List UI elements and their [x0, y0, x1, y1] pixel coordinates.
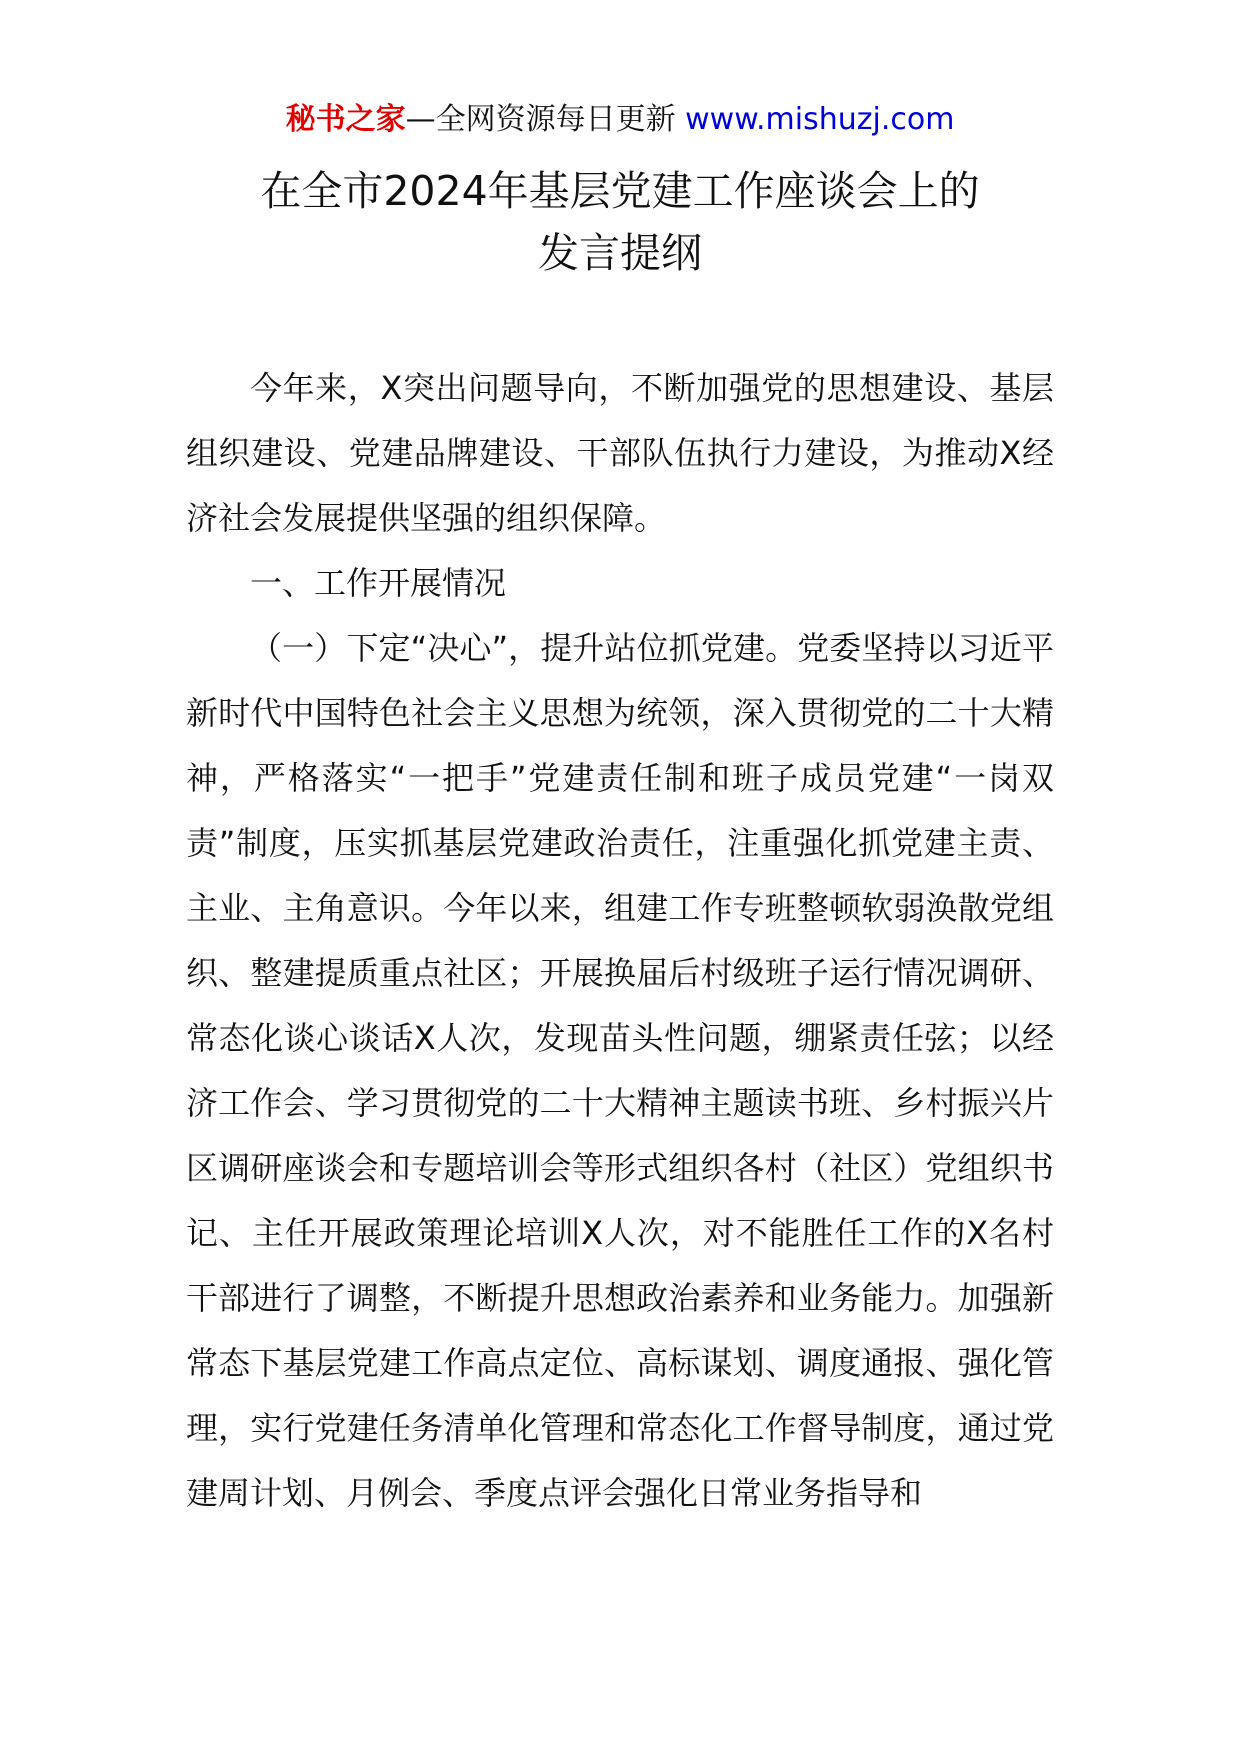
document-title — [0, 160, 1240, 284]
document-body — [186, 356, 1054, 1526]
site-banner — [0, 100, 1240, 140]
intro-paragraph: 今年来，X突出问题导向，不断加强党的思想建设、基层组织建设、党建品牌建设、干部队伍执行力建设，为推动X经济社会发展提供坚强的组织保障。 — [186, 369, 1054, 537]
body-paragraph: （一）下定“决心”，提升站位抓党建。党委坚持以习近平新时代中国特色社会主义思想为统领，深入贯彻党的二十大精神，严格落实“一把手”党建责任制和班子成员党建“一岗双责”制度，压实抓基层党建政治责任，注重强化抓党建主责、主业、主角意识。今年以来，组建工作专班整顿软弱涣散党组织、整建提质重点社区；开展换届后村级班子运行情况调研、常态化谈心谈话X人次，发现苗头性问题，绷紧责任弦；以经济工作会、学习贯彻党的二十大精神主题读书班、乡村振兴片区调研座谈会和专题培训会等形式组织各村（社区）党组织书记、主任开展政策理论培训X人次，对不能胜任工作的X名村干部进行了调整，不断提升思想政治素养和业务能力。加强新常态下基层党建工作高点定位、高标谋划、调度通报、强化管理，实行党建任务清单化管理和常态化工作督导制度，通过党建周计划、月例会、季度点评会强化日常业务指导和 — [186, 629, 1054, 1512]
brand-name: 秘书之家 — [285, 102, 406, 137]
section-heading: 一、工作开展情况 — [250, 564, 507, 602]
banner-slogan: —全网资源每日更新 — [405, 102, 686, 137]
website-link[interactable]: www.mishuzj.com — [685, 102, 955, 137]
title-line-1: 在全市2024年基层党建工作座谈会上的 — [260, 167, 980, 215]
title-line-2: 发言提纲 — [538, 229, 702, 277]
